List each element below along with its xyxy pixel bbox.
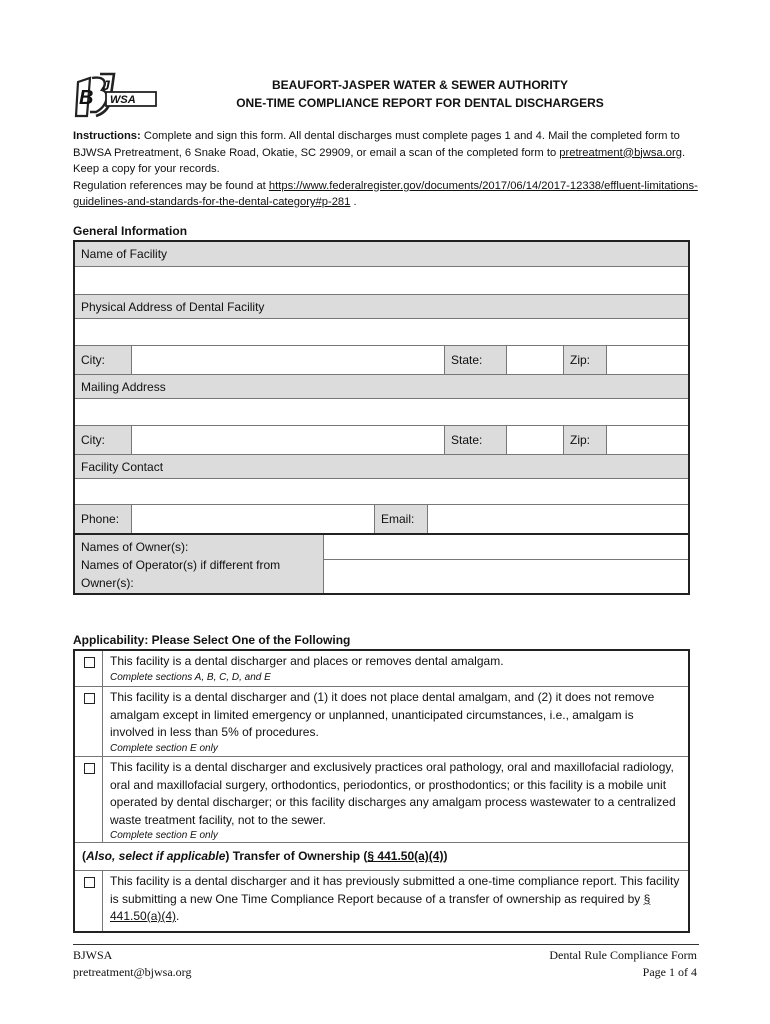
option-3-checkbox[interactable] (84, 763, 95, 774)
form-title: ONE-TIME COMPLIANCE REPORT FOR DENTAL DISCHARGERS (236, 96, 604, 110)
facility-contact-field[interactable] (75, 479, 688, 505)
operators-label: Names of Operator(s) if different from Owner(s): (81, 558, 281, 590)
transfer-text: This facility is a dental discharger and it has previously submitted a one-time compliance report. This facility is submitting a new One Time Compliance Report because of a transfer of ownership as required by (110, 874, 680, 906)
transfer-checkbox[interactable] (84, 877, 95, 888)
phone-field[interactable] (131, 505, 374, 533)
option-1-checkbox[interactable] (84, 657, 95, 668)
state-label: State: (444, 426, 506, 454)
applicability-option-3 (75, 757, 688, 843)
transfer-of-ownership-header: (Also, select if applicable) Transfer of Ownership (§ 441.50(a)(4)) (75, 843, 688, 871)
physical-city-state-zip-row (75, 346, 688, 375)
transfer-text-reference[interactable]: § 441.50(a)(4) (110, 891, 651, 923)
zip-label: Zip: (563, 346, 606, 374)
instructions: Instructions: Complete and sign this form. All dental discharges must complete pages 1 and 4. Mail the completed form to BJWSA Pretreatment, 6 Snake Road, Okatie, SC 29909, or email a scan of the completed form to pretreatment@bjwsa.org. Keep a copy for your records. Regulation references may be found at https://www.federalregister.gov/documents/2017/06/14/2017-12338/effluent-limitations-guidelines-and-standards-for-the-dental-category#p-281 . (73, 130, 698, 208)
applicability-title: Applicability: Please Select One of the Following (73, 633, 351, 647)
state-field[interactable] (506, 426, 563, 454)
general-information-table (73, 240, 690, 595)
city-label: City: (75, 346, 131, 374)
mailing-city-state-zip-row (75, 426, 688, 455)
owners-operators-labels (75, 535, 323, 593)
footer-org: BJWSA (73, 948, 113, 962)
transfer-of-ownership-option: This facility is a dental discharger and it has previously submitted a one-time compliance report. This facility is submitting a new One Time Compliance Report because of a transfer of ownership as required by § 441.50(a)(4). (75, 871, 688, 931)
operators-field[interactable] (323, 560, 688, 593)
city-label: City: (75, 426, 131, 454)
applicability-option-2 (75, 687, 688, 757)
transfer-reference-link[interactable]: § 441.50(a)(4) (367, 849, 444, 863)
footer-divider (73, 944, 699, 945)
zip-field[interactable] (606, 426, 688, 454)
phone-label: Phone: (75, 505, 131, 533)
logo-text: WSA (110, 94, 136, 106)
owners-operators-row (75, 535, 688, 593)
mailing-address-field[interactable] (75, 399, 688, 426)
footer-right (549, 947, 697, 981)
zip-field[interactable] (606, 346, 688, 374)
email-field[interactable] (427, 505, 688, 533)
option-2-checkbox[interactable] (84, 693, 95, 704)
phone-email-row (75, 505, 688, 535)
footer-form-name: Dental Rule Compliance Form (549, 948, 697, 962)
footer-left (73, 947, 191, 981)
physical-address-field[interactable] (75, 319, 688, 346)
option-2-note: Complete section E only (110, 742, 218, 754)
svg-text:J: J (102, 77, 110, 93)
state-field[interactable] (506, 346, 563, 374)
footer-email: pretreatment@bjwsa.org (73, 965, 192, 979)
owners-field[interactable] (323, 535, 688, 560)
applicability-table (73, 649, 690, 933)
option-2-text: This facility is a dental discharger and (1) it does not place dental amalgam, and (2) it does not remove amalgam except in limited emergency or unplanned, unanticipated circumstances, i.e., amalgam is involved in less than 5% of procedures. (110, 690, 655, 739)
footer-page-number: Page 1 of 4 (642, 965, 697, 979)
zip-label: Zip: (563, 426, 606, 454)
city-field[interactable] (131, 426, 444, 454)
name-of-facility-label: Name of Facility (75, 242, 688, 267)
option-3-text: This facility is a dental discharger and exclusively practices oral pathology, oral and maxillofacial radiology, oral and maxillofacial surgery, orthodontics, periodontics, or prosthodontics; or this facility is a mobile unit operated by dental discharger; or this facility discharges any amalgam process wastewater to a centralized waste treatment facility, not to the sewer. (110, 760, 676, 827)
email-link[interactable]: pretreatment@bjwsa.org (559, 146, 682, 159)
applicability-option-1 (75, 651, 688, 687)
option-3-note: Complete section E only (110, 830, 218, 841)
bjwsa-logo (70, 72, 160, 122)
state-label: State: (444, 346, 506, 374)
mailing-address-label: Mailing Address (75, 375, 688, 399)
general-information-title: General Information (73, 224, 188, 238)
regulation-link[interactable]: https://www.federalregister.gov/documents/2017/06/14/2017-12338/effluent-limitations-guidelines-and-standards-for-the-dental-category#p-281 (73, 179, 698, 208)
option-1-text: This facility is a dental discharger and places or removes dental amalgam. (110, 654, 504, 668)
svg-text:B: B (79, 87, 94, 109)
email-label: Email: (374, 505, 427, 533)
facility-contact-label: Facility Contact (75, 455, 688, 479)
name-of-facility-field[interactable] (75, 267, 688, 295)
city-field[interactable] (131, 346, 444, 374)
org-name: BEAUFORT-JASPER WATER & SEWER AUTHORITY (271, 78, 568, 92)
owners-label: Names of Owner(s): (81, 540, 189, 554)
physical-address-label: Physical Address of Dental Facility (75, 295, 688, 319)
option-1-note: Complete sections A, B, C, D, and E (110, 671, 271, 683)
